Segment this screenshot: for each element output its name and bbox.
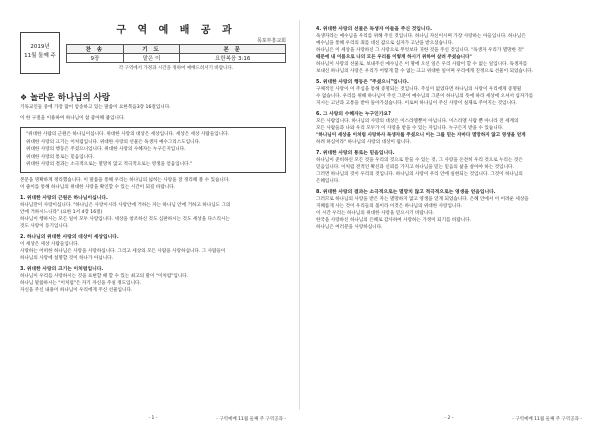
section-5 (316, 79, 582, 107)
section-7 (316, 150, 582, 185)
sermon-title-text: 놀라운 하나님의 사랑 (30, 93, 110, 103)
page-number: - 1 - (148, 416, 158, 421)
section-line: 안에 거하시느니라" (요한 1서 4장 16절) (20, 209, 103, 215)
section-heading: 5. 위대한 사랑의 행동은 "주셨으니"입니다. (316, 80, 409, 85)
section-line: "하나님이 세상을 이처럼 사랑하사 독생자를 주셨으니 이는 그를 믿는 자마다 멸망하지 않고 영생을 얻게 (316, 133, 526, 138)
section-line: 예수님을 통해 우리의 죄를 대신 값으로 십자가 고난을 받으셨습니다. (316, 41, 454, 46)
section-line: 보내신 하나님의 사랑은 우리가 어떻게 할 수 없는 크고 위대한 일이며 우리에게 진정으로 선물이 되었습니다. (316, 69, 534, 74)
bulletin-header (20, 24, 286, 80)
hymn-header: 찬 송 (67, 45, 124, 54)
footer-label: - 구역예배 11월 둘째 주 구역공과 - (216, 417, 286, 422)
sermon-title (20, 92, 286, 104)
service-table (66, 44, 286, 63)
section-heading: 8. 위대한 사랑의 결과는 소극적으로는 멸망치 않고 적극적으로는 영생을 얻음입니다. (316, 190, 496, 195)
section-line: 이 세상은 세상 사람들입니다. (20, 241, 80, 247)
quote-line: 위대한 사랑의 결과는 소극적으로는 멸망치 않고 적극적으로는 영생을 얻음입니다." (26, 162, 193, 167)
section-1 (20, 195, 286, 230)
section-4 (316, 26, 582, 75)
section-line: 수 없습니다. 우리를 위해 하나님이 주신 그분이 예수님의 그분이 하나님의 뜻에 따라 세상에 오셔서 십자가를 (316, 94, 534, 99)
section-heading: 7. 위대한 사랑의 통로는 믿음입니다. (316, 151, 395, 156)
prayer-header: 기 도 (123, 45, 180, 54)
section-line: 것도 사랑이 동기입니다. (20, 223, 69, 229)
section-line: 하려 하심이라" 하나님의 사랑의 대상이 됩니다. (316, 140, 412, 145)
section-heading: 2. 하나님의 위대한 사랑의 대상이 세상입니다. (20, 234, 119, 240)
diamond-bullet-icon: ❖ (20, 93, 28, 102)
section-line: 하나님은 여러분을 사랑하십니다. (316, 225, 383, 230)
church-name: 목포부흥교회 (257, 38, 286, 44)
section-line: 구체적인 사랑이 이 주심을 통해 증명되는 것입니다. 주심이 없었다면 하나님의 사랑이 우리에게 증명될 (316, 87, 522, 92)
header-note: 각 구역에서 가정과 시간을 정하여 예배드려서기 바랍니다. (118, 66, 234, 71)
section-6 (316, 111, 582, 146)
quote-line: 위대한 사랑의 크기는 이처럼입니다. 위대한 사랑의 선물은 독생자 예수그리스도입니다. (26, 139, 201, 145)
quote-line: 위대한 사랑의 통로는 믿음입니다. (26, 154, 94, 160)
section-line: 하나님 말씀하시는 "이처럼"은 자기 자신을 주실 정도입니다. (20, 280, 141, 286)
section-line: 때문에 내 이름으로 나의 모든 우리를 이렇게 하시기 위하여 살려 주셨습니다" (316, 55, 472, 60)
section-line: 하나님이 우리를 사랑하시는 것을 표현할 때 할 수 있는 최고의 말이 "이처럼"입니다. (20, 273, 189, 279)
section-heading: 3. 위대한 사랑의 크기는 이처럼입니다. (20, 266, 104, 272)
date-year: 2019년 (30, 44, 50, 50)
section-line: 지혜롭게 사는 것이 우리들의 몫이라 이것은 하나님의 위대한 사랑입니다. (316, 204, 463, 209)
body-line: 본문을 명확하게 정리했습니다. 이 말씀을 통해 우리는 하나님의 넓히는 사랑을 잘 정리해 볼 수 있습니다. (20, 177, 230, 183)
body-line: 이 줄이를 통해 하나님의 위대한 사랑을 확인할 수 있는 시간이 되길 바랍니다. (20, 184, 176, 190)
section-line: 모든 사람들과 나와 우리 모두가 이 사랑을 받을 수 있는 자입니다. 누구든지 받을 수 있습니다. (316, 126, 504, 131)
date-week: 11월 둘째 주 (24, 53, 56, 59)
section-line: 모든 사람입니다. 하나님의 사랑의 대상은 이스라엘뿐이 아닙니다. 이스라엘 사람 뿐 아니라 전 세계의 (316, 119, 519, 124)
scripture-summary-box (20, 127, 286, 173)
section-heading: 6. 그 사랑의 수혜자는 누구인가요? (316, 112, 391, 117)
section-line: 한국을 사랑하신 하나님의 은혜로 감사하여 사랑하는 가정이 되기를 바랍니다. (316, 218, 472, 223)
section-line: 지시는 고난과 고통을 받아 돌아가셨습니다. 이로써 하나님이 주신 사랑이 실제로 주어지는 것입니다. (316, 101, 517, 106)
scripture-value: 요한복음 3:16 (180, 54, 286, 63)
intro-line: 기독교인들 중에 가장 많이 암송하고 있는 말씀이 요한복음3장 16절입니다. (20, 105, 171, 110)
section-line: 하나님은 이 세상을 사랑하신 그 사랑으로 무엇보다 귀한 것을 주신 것입니다. "독생자 우리가 멸망한 것" (316, 48, 525, 53)
section-line: 하나님이 사랑의 선물로, 보내주신 예수님은 이 땅에 오신 일은 우리 사람이 할 수 없는 일입니다. 독생자를 (316, 62, 528, 67)
section-line: 하나님만이 사랑이십니다. "하나님은 사랑이시라 사랑안에 거하는 자는 하나님 안에 거하고 하나님도 그의 (20, 202, 231, 208)
section-2 (20, 234, 286, 262)
section-line: 이 시간 우리는 하나님의 위대한 사랑을 믿으시기 바랍니다. (316, 211, 435, 216)
section-line: 그러면 하나님의 것이 우리의 것입니다. 하나님의 사랑이 우리 안에 실현되는 것입니다. 그것이 하나님의 (316, 172, 523, 177)
section-line: 하나님의 사랑에 설명할 것이 하나가 아닙니다. (20, 255, 114, 261)
intro-line: 이 한 구절을 이용하여 하나님이 참 좋아해 줍입니다. (20, 116, 125, 121)
section-line: 사랑하는 어떠한 하나님은 사랑을 사랑하십니다. 그리고 세상의 모든 사람을 사랑하십니다. 그 사람들이 (20, 248, 226, 254)
section-heading: 1. 위대한 사랑의 근원은 하나님이십니다. (20, 195, 108, 201)
section-line: 믿음입니다. 이처럼 전적인 확신과 신뢰를 가지고 하나님을 믿는 믿음의 삶을 살아야 하는 것입니다. (316, 165, 514, 170)
title-area (66, 24, 286, 71)
hymn-value: 9장 (67, 54, 124, 63)
section-line: 자신을 주신 내용이 하나님이 우리에게 주신 선물입니다. (20, 287, 133, 293)
page-2 (300, 0, 600, 424)
page-number: - 2 - (444, 416, 454, 421)
quote-line: 위대한 사랑의 행동은 주셨으니입니다. 위대한 사랑의 수혜자는 누구든지입니다. (26, 147, 186, 152)
section-line: 은혜입니다. (316, 179, 340, 184)
section-line: 하나님이 행하시는 모든 일이 모두 사랑입니다. 세상을 창조하신 것도 심판하시는 것도 세상을 다스리시는 (20, 216, 230, 222)
section-8 (316, 189, 582, 231)
section-3 (20, 266, 286, 294)
date-box (20, 32, 60, 74)
section-line: 그러므로 하나님의 사랑을 받은 자는 멸망하지 않고 영생을 얻게 되었습니다. 은혜 안에서 이 어려운 세상을 (316, 197, 529, 202)
section-heading: 4. 위대한 사랑의 선물은 독생자 아들을 주신 것입니다. (316, 27, 432, 32)
bulletin-title: 구 역 예 배 공 과 (116, 25, 236, 36)
prayer-value: 맡은 이 (123, 54, 180, 63)
section-line: 독생자라는 예수님을 우리를 위해 주신 것입니다. 하나님 자신이시며 가장 사랑하는 아들입니다. 하나님은 (316, 34, 526, 39)
scripture-header: 본 문 (180, 45, 286, 54)
footer-label: - 구역예배 11월 둘째 주 구역공과 - (512, 417, 582, 422)
section-line: 하나님이 준비하신 모든 것을 우리의 것으로 만들 수 있는 것, 그 사랑을 온전히 우리 것으로 누리는 것은 (316, 158, 523, 163)
quote-line: "위대한 사람의 근원은 하나님이십니다. 위대한 사랑의 대상은 세상입니다. 세상은 세상 사람들입니다. (26, 132, 230, 137)
